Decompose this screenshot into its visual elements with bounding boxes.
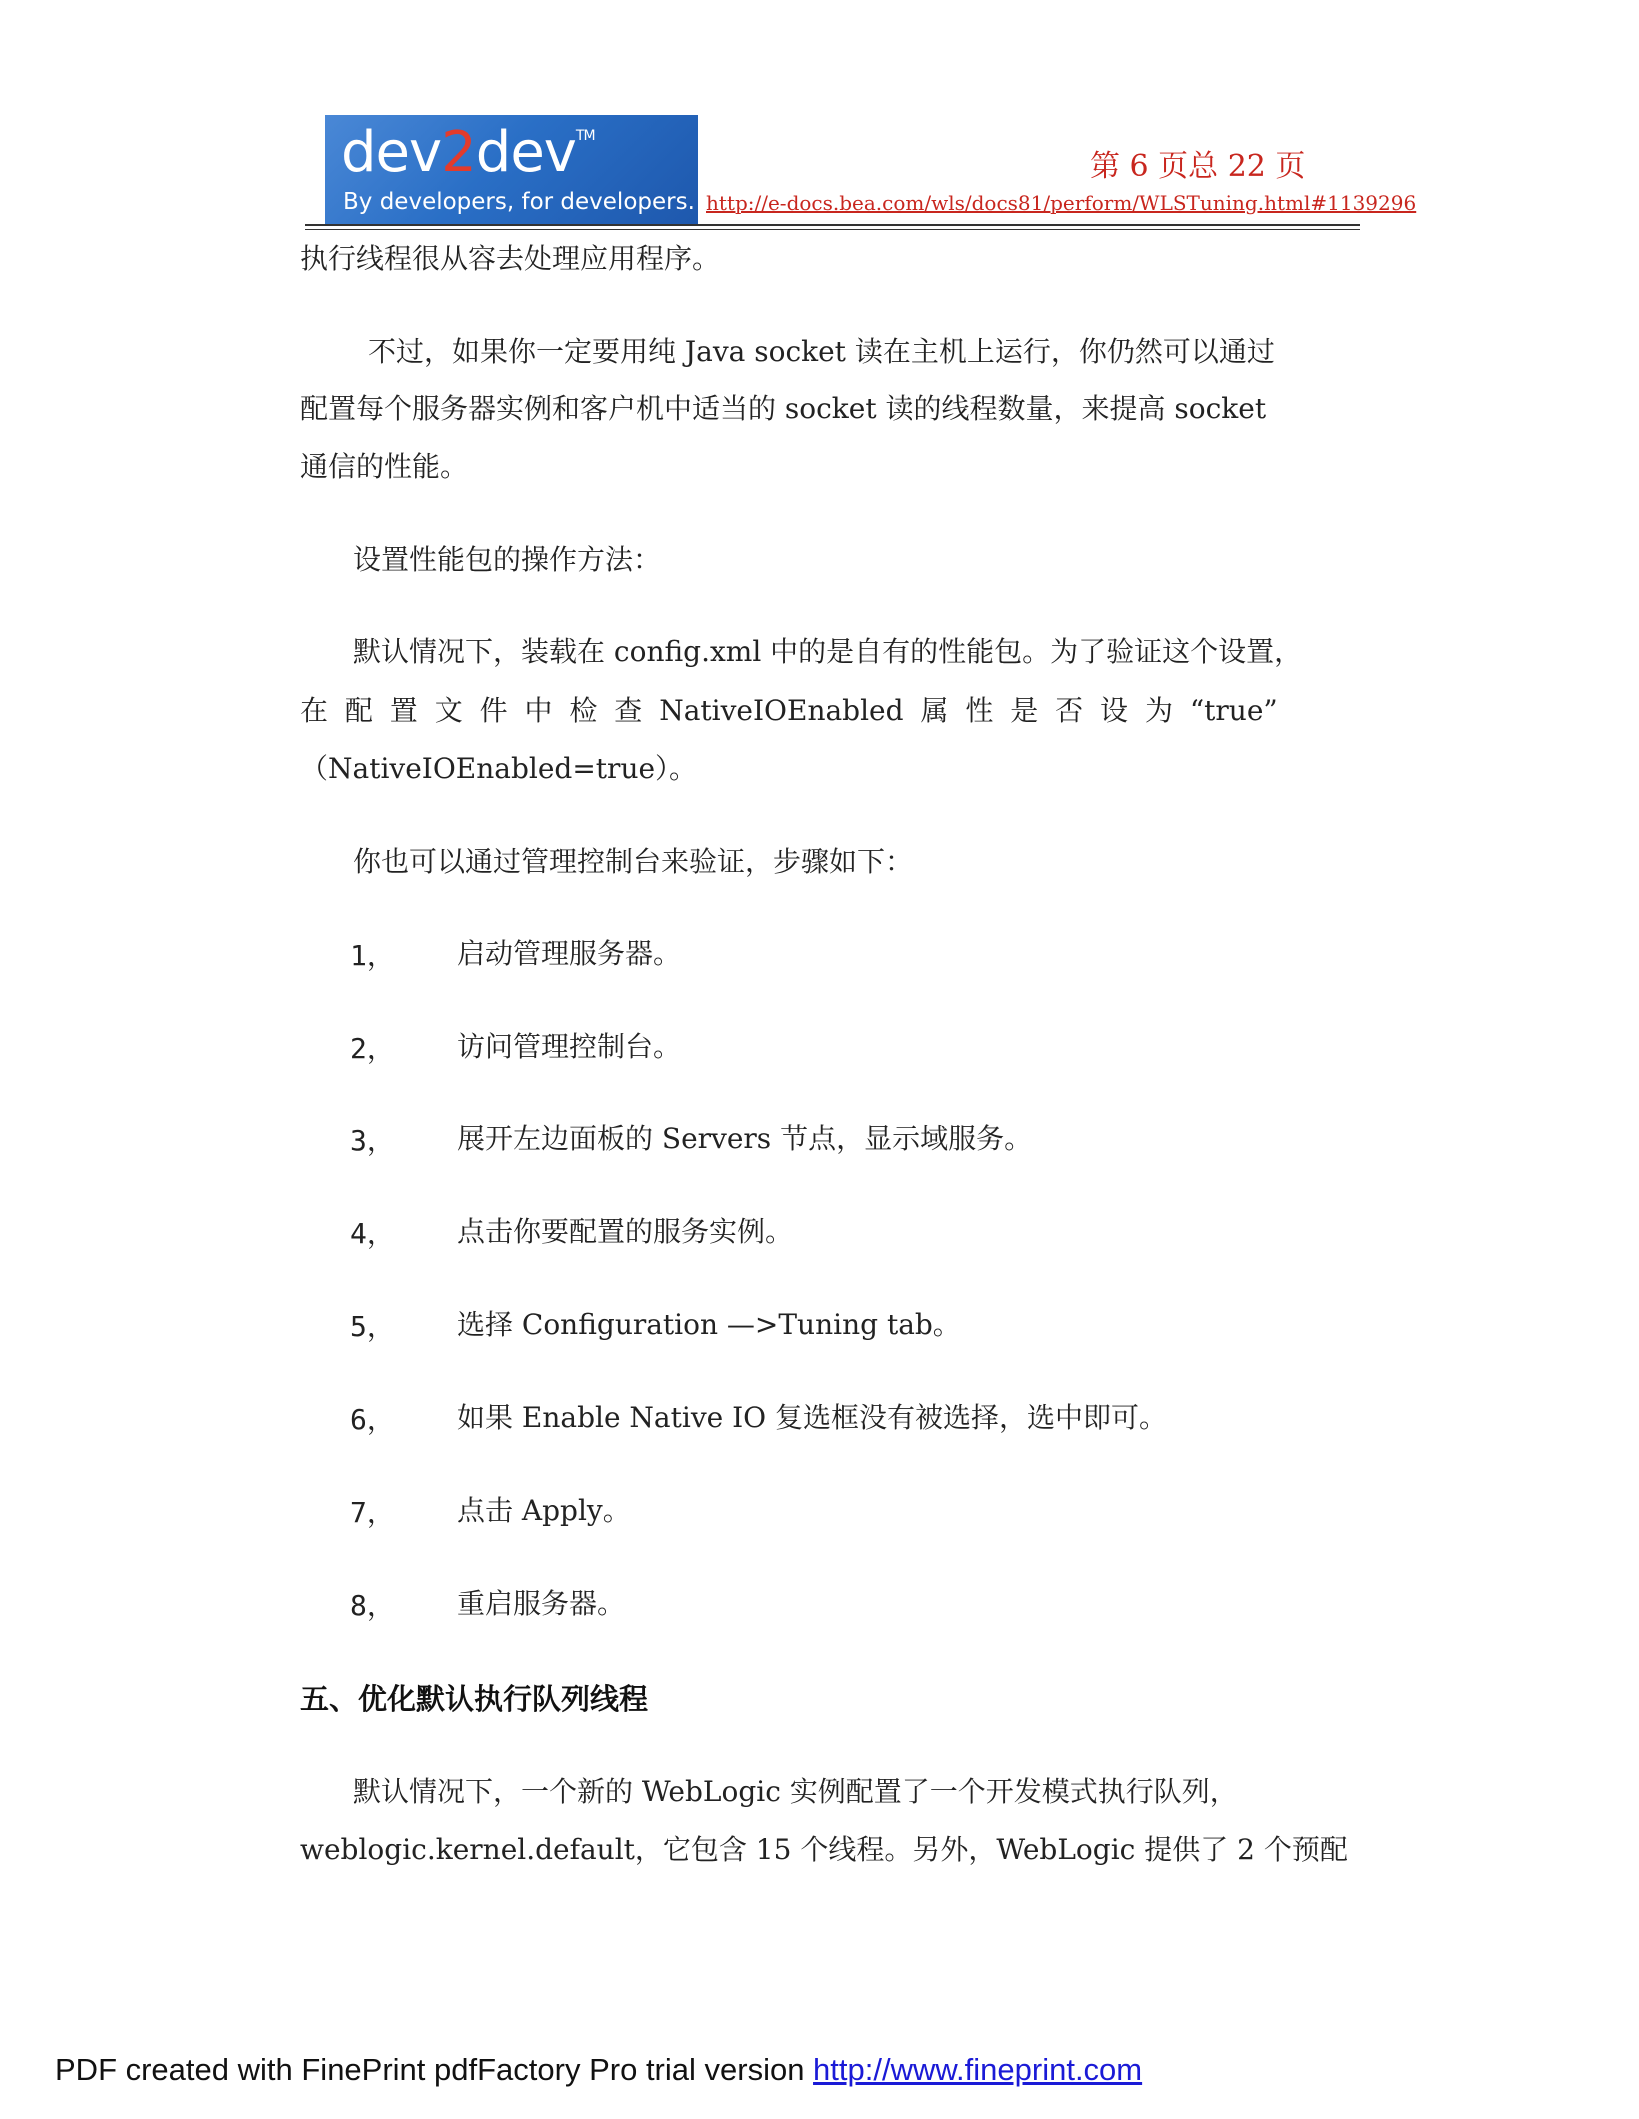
paragraph-line: 你也可以通过管理控制台来验证，步骤如下： (353, 845, 914, 878)
step-number: 6， (350, 1403, 395, 1436)
paragraph-line: 配置每个服务器实例和客户机中适当的 socket 读的线程数量，来提高 socket (300, 392, 1267, 425)
paragraph-line: 执行线程很从容去处理应用程序。 (300, 242, 721, 275)
footer-text: PDF created with FinePrint pdfFactory Pro trial version (55, 2052, 814, 2087)
fineprint-link[interactable]: http://www.fineprint.com (813, 2052, 1143, 2087)
header-divider-thin (305, 229, 1360, 230)
step-number: 8， (350, 1589, 395, 1622)
paragraph-line: 默认情况下，一个新的 WebLogic 实例配置了一个开发模式执行队列， (353, 1775, 1238, 1808)
pdf-footer (55, 2054, 1142, 2085)
step-text: 点击你要配置的服务实例。 (457, 1215, 794, 1248)
dev2dev-logo (325, 115, 698, 225)
paragraph-line: weblogic.kernel.default，它包含 15 个线程。另外，WebLogic 提供了 2 个预配 (300, 1833, 1348, 1866)
step-number: 5， (350, 1310, 395, 1343)
paragraph-line: 通信的性能。 (300, 450, 469, 483)
step-text: 选择 Configuration —>Tuning tab。 (457, 1308, 961, 1341)
step-text: 如果 Enable Native IO 复选框没有被选择，选中即可。 (457, 1401, 1168, 1434)
paragraph-line: 设置性能包的操作方法： (353, 543, 662, 576)
step-text: 展开左边面板的 Servers 节点，显示域服务。 (457, 1122, 1033, 1155)
step-text: 访问管理控制台。 (457, 1030, 682, 1063)
step-number: 1， (350, 939, 395, 972)
source-url-link[interactable]: http://e-docs.bea.com/wls/docs81/perform/WLSTuning.html#1139296 (706, 191, 1417, 215)
step-text: 点击 Apply。 (457, 1494, 631, 1527)
step-number: 7， (350, 1496, 395, 1529)
logo-tagline: By developers, for developers. (343, 189, 695, 215)
paragraph-line: （NativeIOEnabled=true）。 (300, 752, 698, 785)
step-text: 重启服务器。 (457, 1587, 626, 1620)
step-number: 4， (350, 1217, 395, 1250)
paragraph-line: 默认情况下，装载在 config.xml 中的是自有的性能包。为了验证这个设置， (353, 635, 1303, 668)
logo-wordmark: dev2dev™ (341, 120, 595, 185)
paragraph-line: 不过，如果你一定要用纯 Java socket 读在主机上运行，你仍然可以通过 (368, 335, 1275, 368)
section-heading: 五、优化默认执行队列线程 (300, 1682, 649, 1716)
header-divider (305, 224, 1360, 226)
step-text: 启动管理服务器。 (457, 937, 682, 970)
paragraph-line: 在 配 置 文 件 中 检 查 NativeIOEnabled 属 性 是 否 设 为 “true” (300, 694, 1278, 727)
step-number: 3， (350, 1124, 395, 1157)
page-indicator: 第 6 页总 22 页 (1090, 149, 1306, 184)
step-number: 2， (350, 1032, 395, 1065)
